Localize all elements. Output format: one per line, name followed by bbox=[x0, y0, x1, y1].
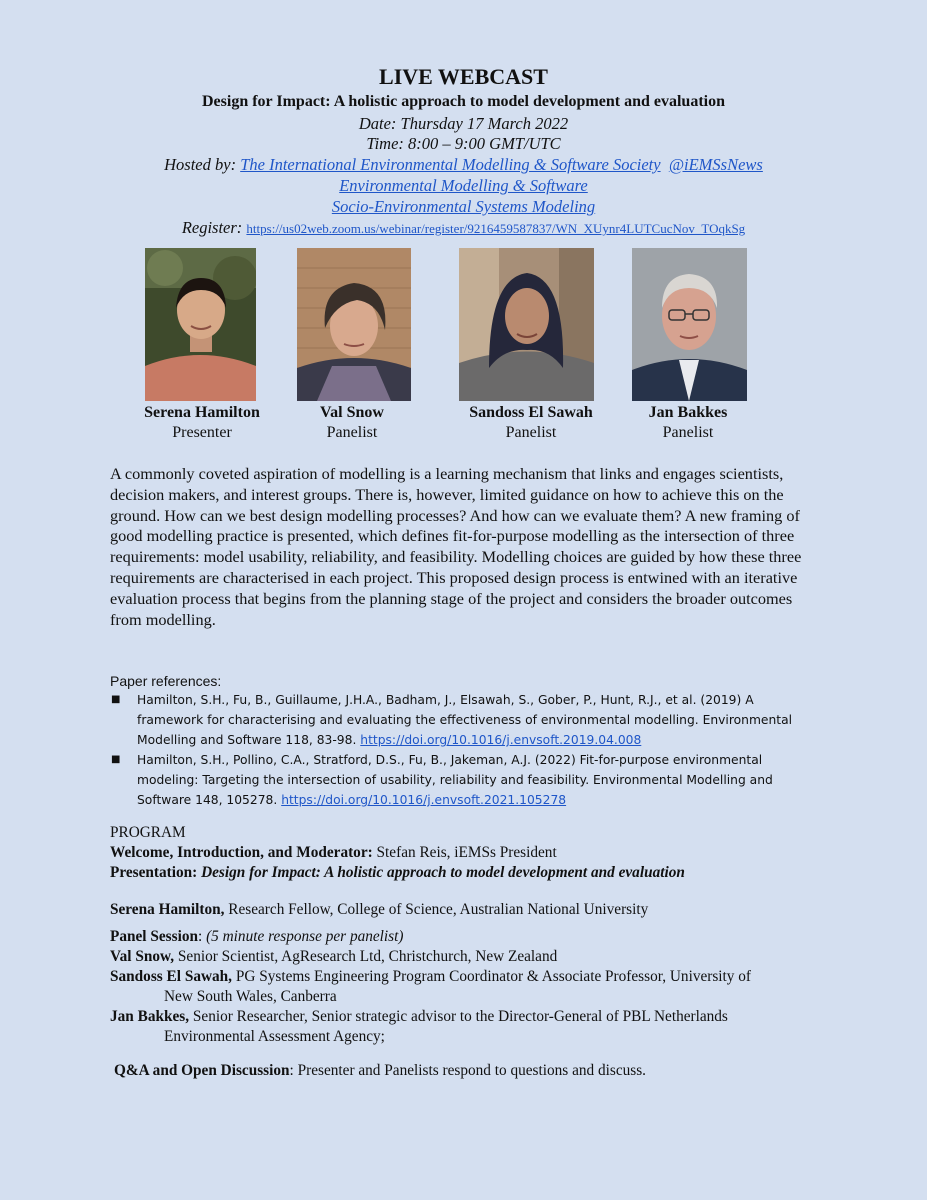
program-block bbox=[110, 823, 830, 883]
program-presentation bbox=[110, 863, 830, 883]
qa-line: Q&A and Open Discussion: Presenter and Panelists respond to questions and discuss. bbox=[114, 1062, 647, 1079]
qa-label: Q&A and Open Discussion bbox=[114, 1062, 290, 1079]
program-welcome bbox=[110, 843, 830, 863]
bullet-icon: ■ bbox=[111, 694, 121, 705]
host-link-ems-journal[interactable]: Environmental Modelling & Software bbox=[339, 176, 588, 195]
person-role: Presenter bbox=[172, 424, 232, 441]
register-line bbox=[0, 218, 927, 238]
presentation-value: Design for Impact: A holistic approach to model development and evaluation bbox=[201, 864, 685, 881]
page-title: LIVE WEBCAST bbox=[379, 64, 548, 89]
program-heading: PROGRAM bbox=[110, 824, 186, 841]
panelist-entry bbox=[110, 967, 830, 1007]
event-time: Time: 8:00 – 9:00 GMT/UTC bbox=[366, 134, 561, 153]
references-label: Paper references: bbox=[110, 673, 222, 689]
panelist-name: Sandoss El Sawah, bbox=[110, 968, 233, 985]
person-name: Sandoss El Sawah bbox=[469, 404, 593, 421]
presenter-desc: Research Fellow, College of Science, Australian National University bbox=[228, 901, 649, 918]
panel-note: (5 minute response per panelist) bbox=[206, 928, 404, 945]
panel-label: Panel Session bbox=[110, 928, 198, 945]
abstract-paragraph: A commonly coveted aspiration of modelling is a learning mechanism that links and engages scientists, decision makers, and interest groups. There is, however, limited guidance on how to achieve this on the ground. How can we best design modelling processes? And how can we evaluate them? A new framing of good modelling practice is presented, which defines fit-for-purpose modelling as the intersection of three requirements: model usability, reliability, and feasibility. Modelling choices are guided by how these three requirements are characterised in each project. This proposed design process is entwined with an iterative evaluation process that begins from the planning stage of the project and considers the broader outcomes from modelling. bbox=[110, 464, 802, 629]
panelist-desc-cont: New South Wales, Canberra bbox=[164, 988, 337, 1005]
person-role: Panelist bbox=[326, 424, 378, 441]
host-link-iemss[interactable]: The International Environmental Modelling & Software Society bbox=[240, 155, 661, 174]
host-line-ses bbox=[0, 197, 927, 217]
presenter-name: Serena Hamilton, bbox=[110, 901, 225, 918]
register-link[interactable]: https://us02web.zoom.us/webinar/register/9216459587837/WN_XUynr4LUTCucNov_TOqkSg bbox=[246, 221, 746, 236]
reference-doi-link[interactable]: https://doi.org/10.1016/j.envsoft.2019.04.008 bbox=[360, 733, 642, 747]
panelist-name: Val Snow, bbox=[110, 948, 175, 965]
panelist-name: Jan Bakkes, bbox=[110, 1008, 190, 1025]
panelist-entry bbox=[110, 947, 830, 967]
panel-block bbox=[110, 927, 830, 1047]
hosted-label: Hosted by: bbox=[164, 155, 237, 174]
person-card-jan bbox=[632, 248, 762, 442]
host-link-twitter[interactable]: @iEMSsNews bbox=[668, 155, 763, 174]
person-card-val bbox=[292, 248, 412, 442]
panel-session: Panel Session: (5 minute response per panelist) bbox=[110, 928, 404, 945]
person-role: Panelist bbox=[662, 424, 714, 441]
person-name: Jan Bakkes bbox=[648, 404, 728, 421]
welcome-label: Welcome, Introduction, and Moderator: bbox=[110, 844, 373, 861]
person-card-sandoss bbox=[456, 248, 606, 442]
panelist-desc: Senior Scientist, AgResearch Ltd, Christchurch, New Zealand bbox=[177, 948, 558, 965]
person-name: Val Snow bbox=[320, 404, 384, 421]
event-date: Date: Thursday 17 March 2022 bbox=[358, 114, 569, 133]
panelist-desc-cont: Environmental Assessment Agency; bbox=[164, 1028, 385, 1045]
reference-item bbox=[111, 690, 807, 750]
photo-serena-hamilton bbox=[145, 248, 256, 401]
welcome-value: Stefan Reis, iEMSs President bbox=[376, 844, 557, 861]
reference-text: Hamilton, S.H., Fu, B., Guillaume, J.H.A., Badham, J., Elsawah, S., Gober, P., Hunt, R.J., et al. (2019) A framework for characterising and evaluating the effectiveness of environmental modelling. Environmental Modelling and Software 118, 83-98. bbox=[137, 693, 793, 747]
presentation-label: Presentation: bbox=[110, 864, 198, 881]
bullet-icon: ■ bbox=[111, 754, 121, 765]
host-line-ems bbox=[0, 176, 927, 196]
photo-jan-bakkes bbox=[632, 248, 747, 401]
qa-value: Presenter and Panelists respond to questions and discuss. bbox=[297, 1062, 647, 1079]
person-card-serena bbox=[137, 248, 267, 442]
person-name: Serena Hamilton bbox=[144, 404, 260, 421]
panelist-desc: Senior Researcher, Senior strategic advisor to the Director-General of PBL Netherlands bbox=[192, 1008, 728, 1025]
webcast-subtitle: Design for Impact: A holistic approach to model development and evaluation bbox=[202, 93, 725, 110]
register-label: Register: bbox=[181, 218, 243, 237]
reference-doi-link[interactable]: https://doi.org/10.1016/j.envsoft.2021.105278 bbox=[281, 793, 567, 807]
panelist-desc: PG Systems Engineering Program Coordinator & Associate Professor, University of bbox=[235, 968, 752, 985]
photo-val-snow bbox=[297, 248, 411, 401]
reference-item bbox=[111, 750, 807, 810]
hosted-by bbox=[0, 155, 927, 175]
host-link-ses-journal[interactable]: Socio-Environmental Systems Modeling bbox=[331, 197, 596, 216]
presenter-line bbox=[110, 900, 830, 920]
photo-sandoss-el-sawah bbox=[459, 248, 594, 401]
panelist-entry bbox=[110, 1007, 830, 1047]
reference-text: Hamilton, S.H., Pollino, C.A., Stratford, D.S., Fu, B., Jakeman, A.J. (2022) Fit-for-purpose environmental modeling: Targeting the intersection of usability, reliability and feasibility. Environmental Modelling and Software 148, 105278. bbox=[137, 753, 773, 807]
person-role: Panelist bbox=[505, 424, 557, 441]
